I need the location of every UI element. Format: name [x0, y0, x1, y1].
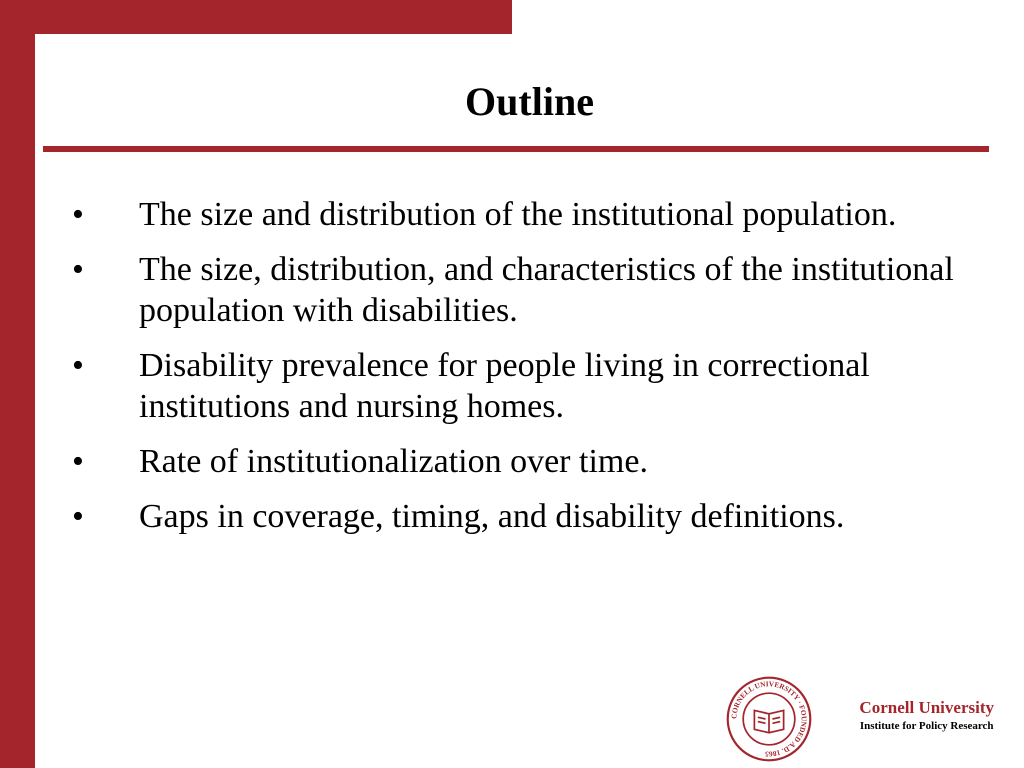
left-accent-bar [0, 0, 35, 768]
bullet-text: Rate of institutionalization over time. [139, 443, 648, 480]
seal-ring-text: CORNELL UNIVERSITY · FOUNDED A.D. 1865 [729, 679, 809, 759]
list-item [72, 496, 972, 537]
bullet-text: The size, distribution, and characteristics of the institutional population with disabilities. [139, 251, 954, 329]
bullet-text: Disability prevalence for people living in correctional institutions and nursing homes. [139, 347, 870, 425]
bullet-list [72, 194, 972, 551]
bullet-marker: • [72, 196, 84, 233]
top-accent-bar [0, 0, 512, 34]
list-item [72, 249, 972, 331]
org-subtitle: Institute for Policy Research [859, 720, 994, 732]
list-item [72, 345, 972, 427]
org-name: Cornell University [859, 698, 994, 717]
bullet-marker: • [72, 251, 84, 288]
bullet-marker: • [72, 498, 84, 535]
branding-block [859, 698, 994, 735]
list-item [72, 441, 972, 482]
bullet-text: Gaps in coverage, timing, and disability definitions. [139, 498, 845, 535]
slide-title: Outline [465, 79, 594, 124]
list-item [72, 194, 972, 235]
bullet-marker: • [72, 443, 84, 480]
bullet-marker: • [72, 347, 84, 384]
bullet-text: The size and distribution of the institutional population. [139, 196, 897, 233]
cornell-seal-logo [726, 676, 812, 762]
book-icon [754, 710, 783, 732]
title-divider [43, 146, 989, 152]
